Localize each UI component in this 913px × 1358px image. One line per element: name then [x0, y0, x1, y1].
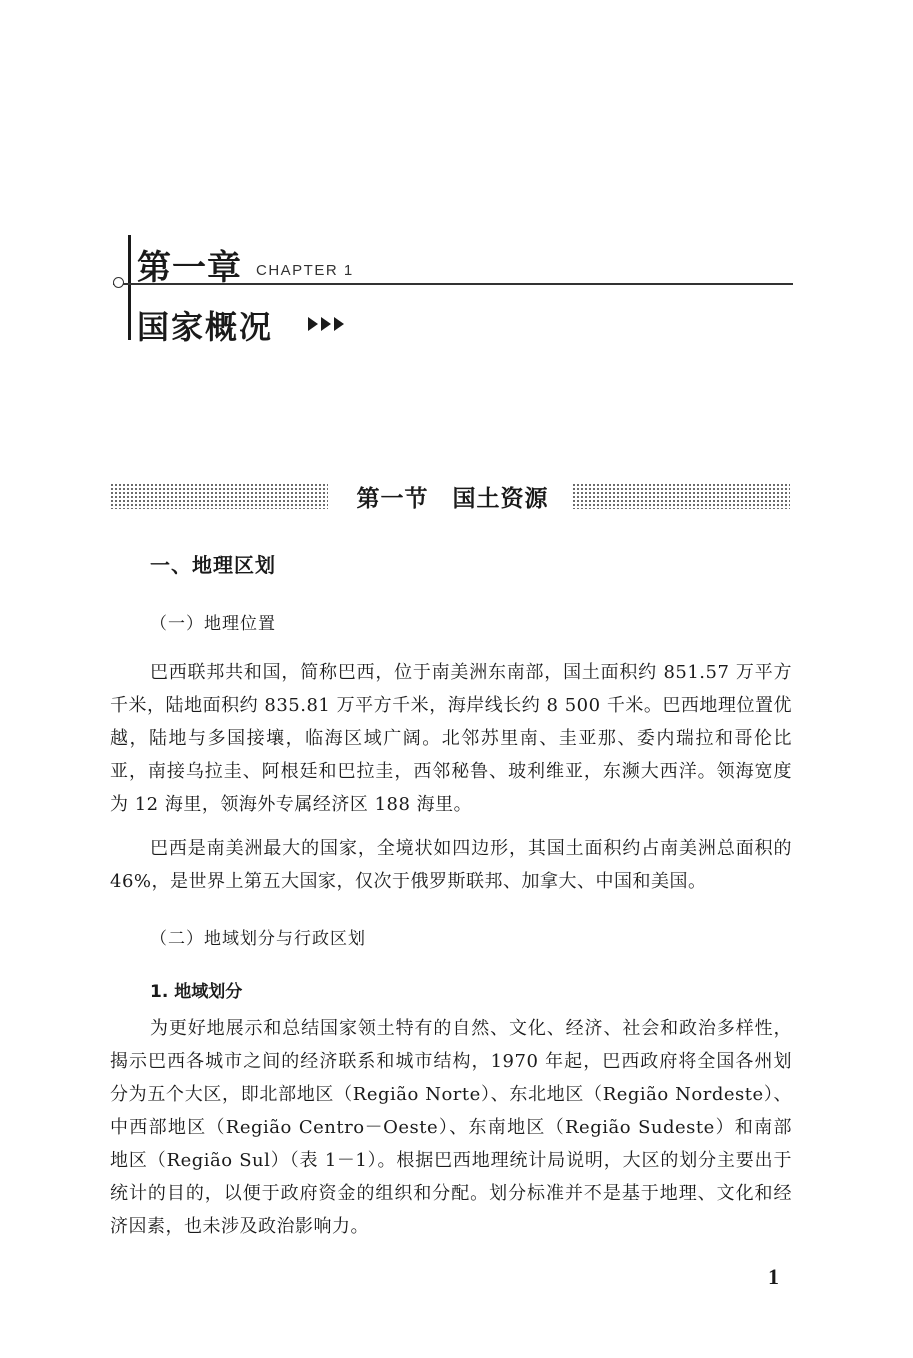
- paragraph-location: 巴西联邦共和国，简称巴西，位于南美洲东南部，国土面积约 851.57 万平方千米，陆地面积约 835.81 万平方千米，海岸线长约 8 500 千米。巴西地理位置优越，陆地与多国接壤，临海区域广阔。北邻苏里南、圭亚那、委内瑞拉和哥伦比亚，南接乌拉圭、阿根廷和巴拉圭，西邻秘鲁、玻利维亚，东濒大西洋。领海宽度为 12 海里，领海外专属经济区 188 海里。: [110, 662, 792, 815]
- item-heading-regional-division: 1. 地域划分: [150, 982, 243, 1002]
- section-dotted-band-left: [110, 483, 328, 509]
- paragraph-regions: 为更好地展示和总结国家领土特有的自然、文化、经济、社会和政治多样性，揭示巴西各城市之间的经济联系和城市结构，1970 年起，巴西政府将全国各州划分为五个大区，即北部地区（Região Norte）、东北地区（Região Nordeste）、中西部地区（Região Centro－Oeste）、东南地区（Região Sudeste）和南部地区（Região Sul）（表 1－1）。根据巴西地理统计局说明，大区的划分主要出于统计的目的，以便于政府资金的组织和分配。划分标准并不是基于地理、文化和经济因素，也未涉及政治影响力。: [110, 1018, 792, 1237]
- heading-geographic-division: 一、地理区划: [150, 553, 276, 577]
- section-dotted-band-right: [572, 483, 790, 509]
- chapter-title: 国家概况: [137, 308, 274, 346]
- chapter-rule-circle-icon: [113, 277, 124, 288]
- chapter-vertical-rule: [128, 235, 131, 340]
- chapter-label-english: CHAPTER 1: [256, 262, 354, 279]
- section-title: 第一节 国土资源: [356, 486, 549, 512]
- page-number: 1: [768, 1264, 779, 1289]
- chapter-arrows-icon: [308, 317, 344, 331]
- paragraph-size: 巴西是南美洲最大的国家，全境状如四边形，其国土面积约占南美洲总面积的 46%，是世界上第五大国家，仅次于俄罗斯联邦、加拿大、中国和美国。: [110, 838, 792, 892]
- subheading-regional-division: （二）地域划分与行政区划: [150, 929, 366, 949]
- subheading-geographic-location: （一）地理位置: [150, 614, 276, 634]
- chapter-number: 第一章: [137, 248, 242, 288]
